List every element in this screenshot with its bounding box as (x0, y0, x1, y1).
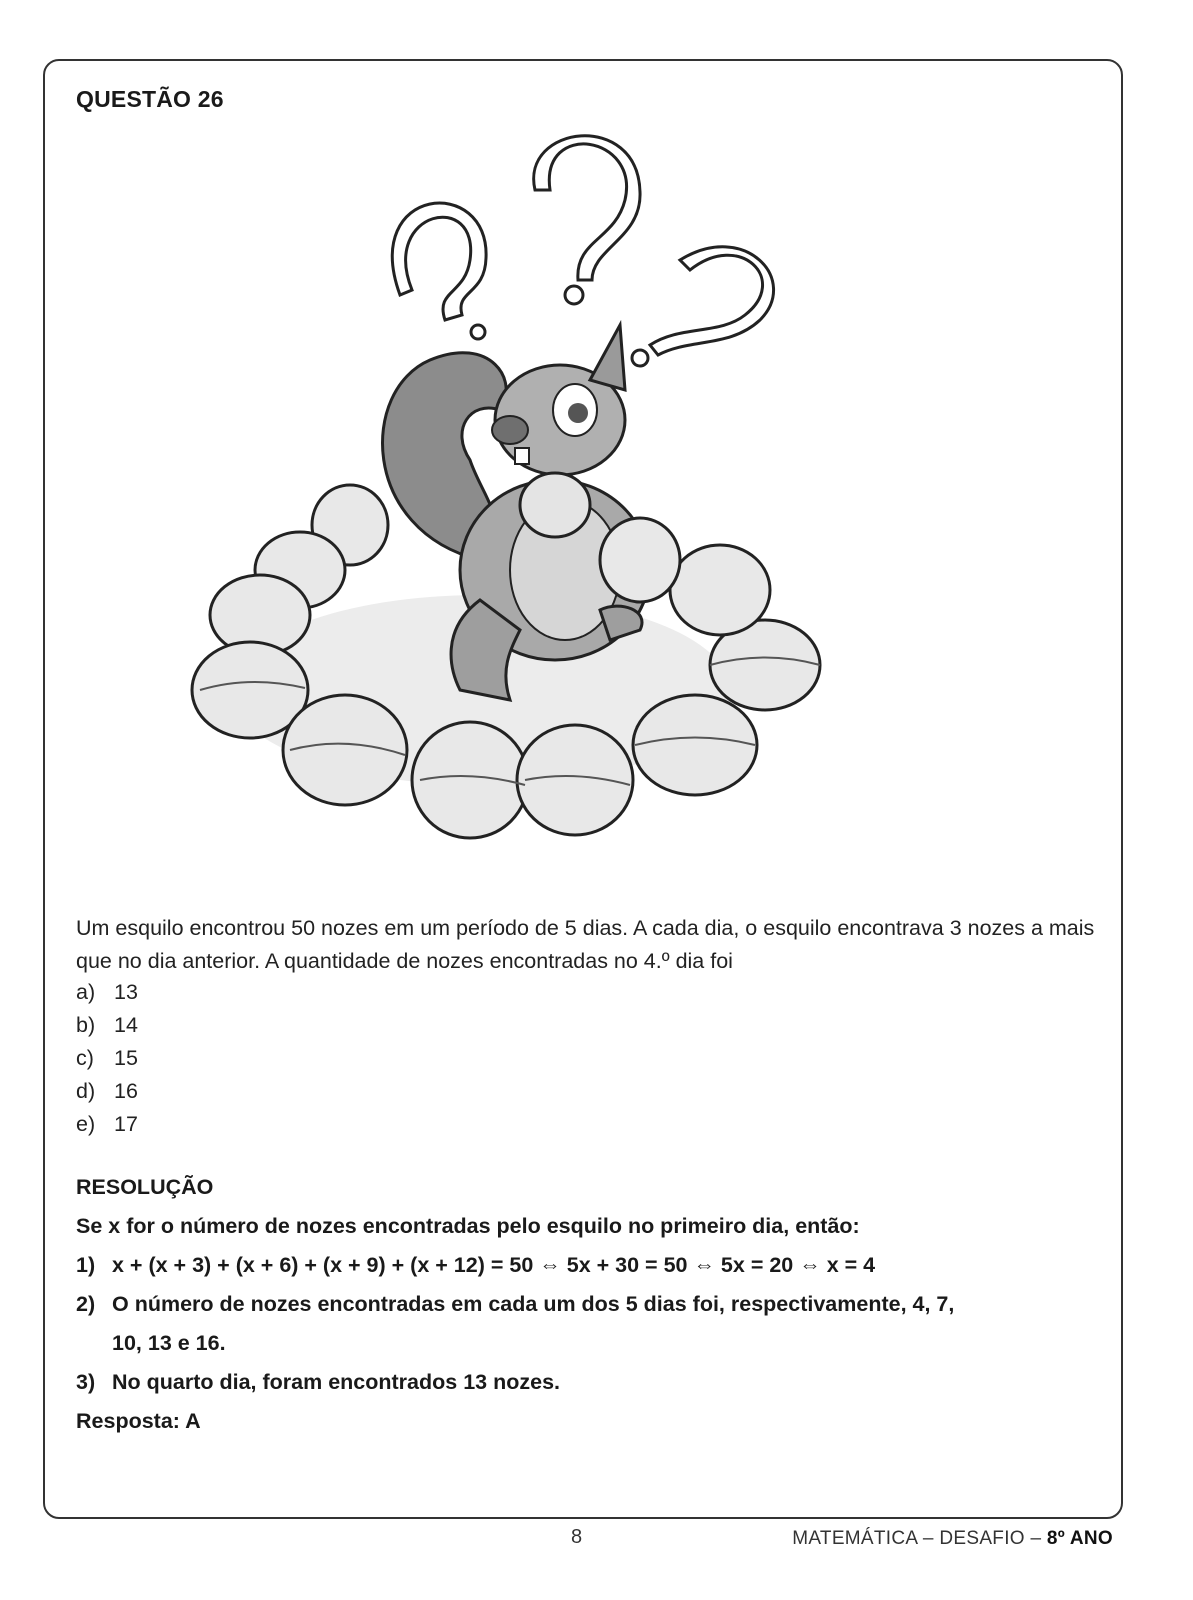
footer-grade: 8º ANO (1046, 1528, 1113, 1549)
option-a: a) 13 (76, 980, 138, 1004)
resolution-step-3: 3) No quarto dia, foram encontrados 13 nozes. (76, 1370, 560, 1394)
resolution-step-2-cont: 10, 13 e 16. (112, 1331, 226, 1355)
resolution-step-1: 1) x + (x + 3) + (x + 6) + (x + 9) + (x + 12) = 50 ⇔ 5x + 30 = 50 ⇔ 5x = 20 ⇔ x = 4 (76, 1253, 876, 1277)
option-b: b) 14 (76, 1013, 138, 1037)
question-title: QUESTÃO 26 (76, 86, 224, 112)
option-d: d) 16 (76, 1079, 138, 1103)
resolution-intro: Se x for o número de nozes encontradas pelo esquilo no primeiro dia, então: (76, 1214, 860, 1238)
page-number: 8 (571, 1526, 583, 1548)
resolution-title: RESOLUÇÃO (76, 1175, 214, 1199)
question-marks-icon (392, 136, 773, 366)
footer-subject: MATEMÁTICA – DESAFIO – 8º ANO (792, 1528, 1113, 1549)
answer-options (76, 976, 138, 1141)
answer-line: Resposta: A (76, 1409, 201, 1433)
question-stem: Um esquilo encontrou 50 nozes em um período de 5 dias. A cada dia, o esquilo encontrava 3 nozes a mais que no dia anterior. A quantidade de nozes encontradas no 4.º dia foi (76, 916, 1095, 973)
option-e: e) 17 (76, 1112, 138, 1136)
resolution-section (76, 1168, 1116, 1441)
resolution-step-2: 2) O número de nozes encontradas em cada um dos 5 dias foi, respectivamente, 4, 7, (76, 1292, 955, 1316)
option-c: c) 15 (76, 1046, 138, 1070)
squirrel-illustration (180, 130, 860, 880)
